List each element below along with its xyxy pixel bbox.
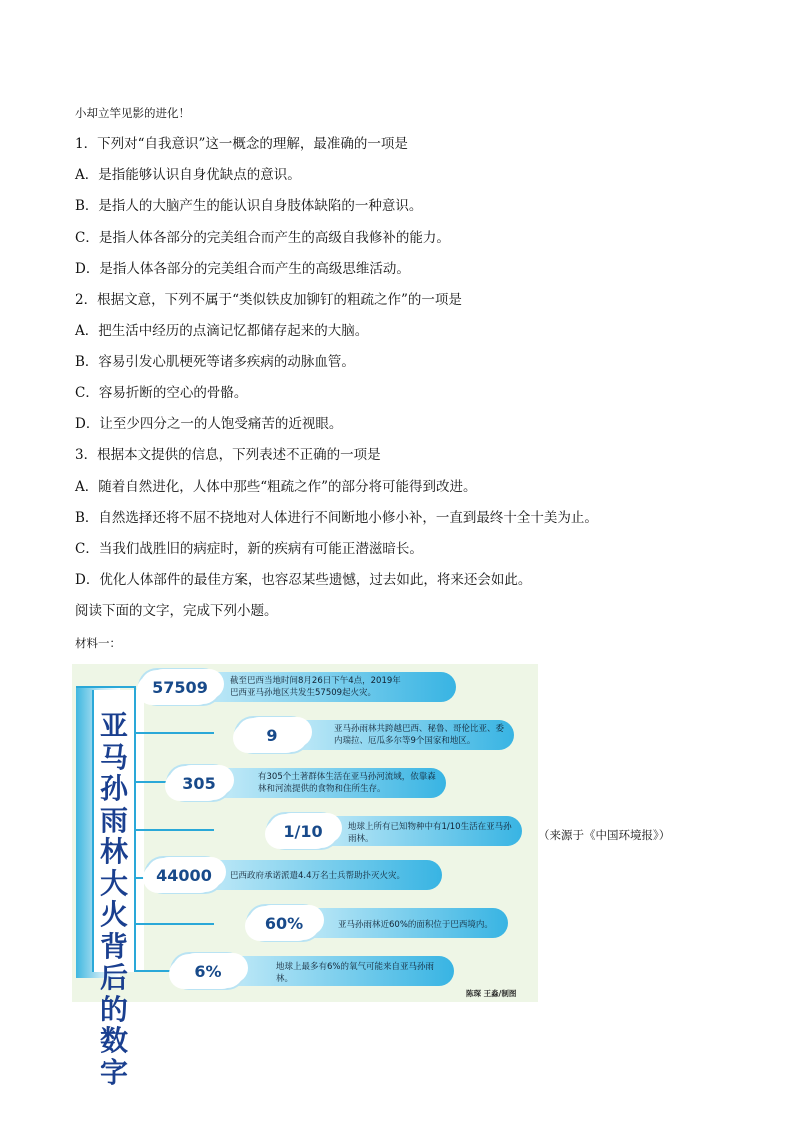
option-1a: A．是指能够认识自身优缺点的意识。 [75,167,301,183]
stat-text: 地球上所有已知物种中有1/10生活在亚马孙雨林。 [348,822,512,844]
option-1c: C．是指人体各部分的完美组合而产生的高级自我修补的能力。 [75,230,450,246]
stat-value: 305 [168,766,230,800]
stat-text: 巴西政府承诺派遣4.4万名士兵帮助扑灭火灾。 [230,871,406,881]
material-label: 材料一： [75,636,121,650]
stat-value: 6% [172,954,244,988]
stat-value: 9 [236,718,308,752]
stat-value: 44000 [146,858,222,892]
infographic-title: 亚马孙雨林大火背后的数字 [99,709,128,1089]
stat-value: 57509 [140,670,220,704]
option-2c: C．容易折断的空心的骨骼。 [75,385,248,401]
reading-instruction: 阅读下面的文字，完成下列小题。 [75,603,278,619]
stat-text: 亚马孙雨林近60%的面积位于巴西境内。 [338,920,493,930]
option-3d: D．优化人体部件的最佳方案，也容忍某些遗憾，过去如此，将来还会如此。 [75,572,532,588]
connector [134,829,214,831]
stat-value: 60% [248,906,320,940]
stat-text: 截至巴西当地时间8月26日下午4点，2019年巴西亚马孙地区共发生57509起火灾。 [230,676,401,698]
option-2a: A．把生活中经历的点滴记忆都储存起来的大脑。 [75,323,369,339]
option-3c: C．当我们战胜旧的病症时，新的疾病有可能正潜滋暗长。 [75,541,423,557]
option-1b: B．是指人的大脑产生的能认识自身肢体缺陷的一种意识。 [75,198,423,214]
option-3a: A．随着自然进化，人体中那些“粗疏之作”的部分将可能得到改进。 [75,479,477,495]
infographic [72,664,538,1089]
option-2d: D．让至少四分之一的人饱受痛苦的近视眼。 [75,416,343,432]
question-2: 2．根据文意，下列不属于“类似铁皮加铆钉的粗疏之作”的一项是 [75,292,462,308]
stat-text: 亚马孙雨林共跨越巴西、秘鲁、哥伦比亚、委内瑞拉、厄瓜多尔等9个国家和地区。 [334,724,505,746]
option-3b: B．自然选择还将不屈不挠地对人体进行不间断地小修小补，一直到最终十全十美为止。 [75,510,598,526]
stat-text: 有305个土著群体生活在亚马孙河流域，依靠森林和河流提供的食物和住所生存。 [258,772,436,794]
stat-value: 1/10 [268,814,338,848]
text-line: 小却立竿见影的进化！ [75,106,190,120]
option-1d: D．是指人体各部分的完美组合而产生的高级思维活动。 [75,261,410,277]
option-2b: B．容易引发心肌梗死等诸多疾病的动脉血管。 [75,354,355,370]
connector [134,923,214,925]
connector-top [76,686,136,688]
source-note: （来源于《中国环境报》） [538,828,671,842]
question-3: 3．根据本文提供的信息，下列表述不正确的一项是 [75,447,381,463]
figure-credit: 陈琛 王淼/制图 [466,989,517,998]
stat-text: 地球上最多有6%的氧气可能来自亚马孙雨林。 [276,962,434,984]
question-1: 1．下列对“自我意识”这一概念的理解，最准确的一项是 [75,136,408,152]
connector [134,732,214,734]
